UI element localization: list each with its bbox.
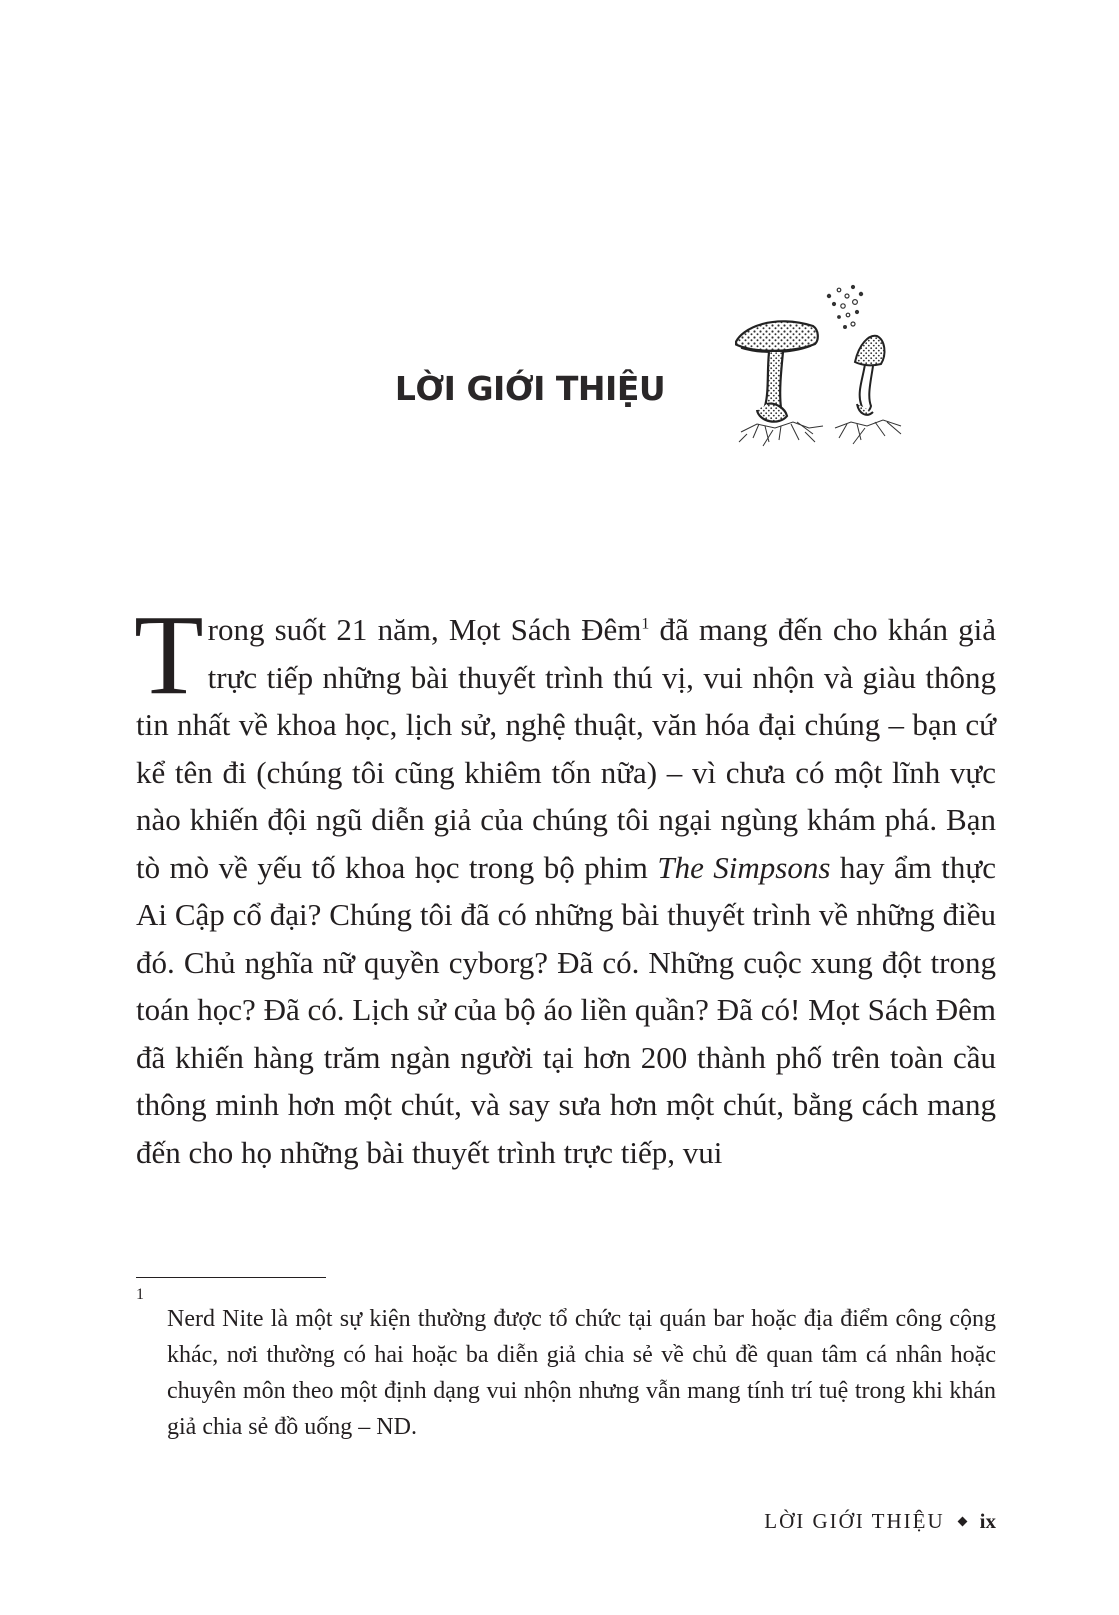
- footnote-divider: [136, 1277, 326, 1278]
- page-number: ix: [979, 1509, 996, 1533]
- footnote-reference[interactable]: 1: [641, 615, 650, 633]
- roots-left: [739, 422, 823, 446]
- roots-right: [835, 420, 901, 444]
- running-footer: [764, 1509, 996, 1534]
- chapter-title: LỜI GIỚI THIỆU: [394, 369, 666, 409]
- small-mushroom: [855, 336, 884, 415]
- drop-cap: T: [134, 591, 204, 718]
- body-text-part-2: đã mang đến cho khán giả trực tiếp những bài thuyết trình thú vị, vui nhộn và giàu thông tin nhất về khoa học, lịch sử, nghệ thuật, văn hóa đại chúng – bạn cứ kể tên đi (chúng tôi cũng khiêm tốn nữa) – vì chưa có một lĩnh vực nào khiến đội ngũ diễn giả của chúng tôi ngại ngùng khám phá. Bạn tò mò về yếu tố khoa học trong bộ phim: [136, 612, 997, 885]
- diamond-separator-icon: [957, 1517, 967, 1527]
- running-title: LỜI GIỚI THIỆU: [764, 1509, 945, 1533]
- spores: [827, 286, 862, 329]
- mushrooms-icon: [735, 282, 920, 467]
- body-text-part-1: rong suốt 21 năm, Mọt Sách Đêm: [207, 612, 642, 647]
- body-paragraph: [134, 591, 997, 1176]
- footnote-text: Nerd Nite là một sự kiện thường được tổ chức tại quán bar hoặc địa điểm công cộng khác, nơi thường có hai hoặc ba diễn giả chia sẻ về chủ đề quan tâm cá nhân hoặc chuyên môn theo một định dạng vui nhộn nhưng vẫn mang tính trí tuệ trong khi khán giả chia sẻ đồ uống – ND.: [167, 1306, 996, 1440]
- italic-title: The Simpsons: [657, 849, 831, 885]
- large-mushroom: [735, 321, 818, 421]
- body-text-part-3: hay ẩm thực Ai Cập cổ đại? Chúng tôi đã có những bài thuyết trình về những điều đó. Chủ nghĩa nữ quyền cyborg? Đã có. Những cuộc xung đột trong toán học? Đã có. Lịch sử của bộ áo liền quần? Đã có! Mọt Sách Đêm đã khiến hàng trăm ngàn người tại hơn 200 thành phố trên toàn cầu thông minh hơn một chút, và say sưa hơn một chút, bằng cách mang đến cho họ những bài thuyết trình trực tiếp, vui: [136, 849, 996, 1170]
- footnote: 1 Nerd Nite là một sự kiện thường được tổ chức tại quán bar hoặc địa điểm công cộng khác, nơi thường có hai hoặc ba diễn giả chia sẻ về chủ đề quan tâm cá nhân hoặc chuyên môn theo một định dạng vui nhộn nhưng vẫn mang tính trí tuệ trong khi khán giả chia sẻ đồ uống – ND.: [136, 1301, 996, 1445]
